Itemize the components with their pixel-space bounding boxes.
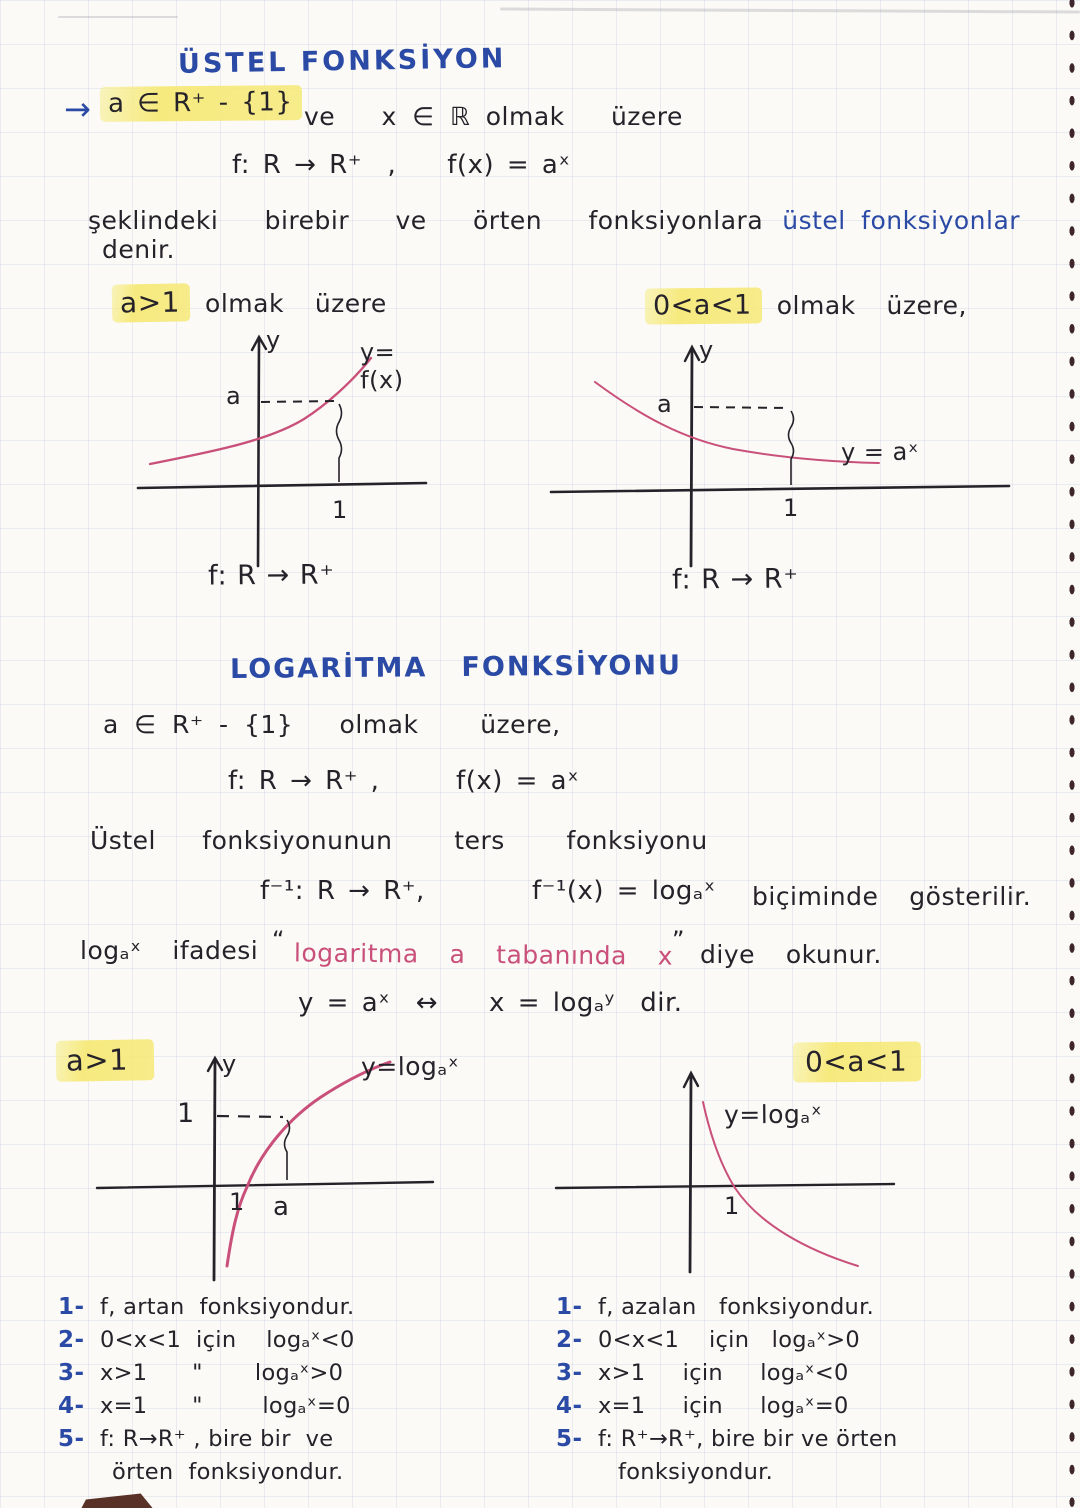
- exp-left-heading-rest: olmak üzere: [205, 289, 387, 318]
- exp-right-heading-highlight: 0<a<1: [645, 287, 762, 324]
- item-number: 1-: [58, 1294, 85, 1320]
- arrow-bullet: →: [64, 90, 92, 128]
- log-right-one-tick: 1: [724, 1192, 740, 1220]
- list-item-continuation: [58, 1459, 538, 1492]
- section-title-exponential: ÜSTEL FONKSİYON: [177, 43, 507, 80]
- corner-object: [80, 1491, 154, 1508]
- item-number: 4-: [58, 1393, 85, 1419]
- list-item: [556, 1360, 1066, 1393]
- item-number: 5-: [556, 1426, 583, 1452]
- log-equivalence: y = aˣ ↔ x = logₐʸ dir.: [298, 988, 683, 1018]
- log-graph-decreasing-canvas: [552, 1058, 902, 1280]
- exp-def-black: şeklindeki birebir ve örten fonksiyonlara: [88, 206, 764, 235]
- item-text: x=1 " logₐˣ=0: [100, 1393, 351, 1419]
- log-map-formula: f: R → R⁺ , f(x) = aˣ: [228, 766, 580, 796]
- item-number: 3-: [556, 1360, 583, 1386]
- list-item: [58, 1426, 538, 1459]
- log-graph-decreasing: [552, 1058, 902, 1280]
- item-text: 0<x<1 için logₐˣ<0: [100, 1327, 355, 1353]
- log-graph-increasing: [85, 1048, 475, 1286]
- log-left-curve-label: y=logₐˣ: [360, 1051, 460, 1082]
- section-title-logarithm: LOGARİTMA FONKSİYONU: [229, 650, 683, 685]
- log-inverse-intro: Üstel fonksiyonunun ters fonksiyonu: [90, 826, 708, 855]
- exp-map-formula: f: R → R⁺ , f(x) = aˣ: [232, 150, 571, 180]
- item-number: 1-: [556, 1294, 583, 1320]
- list-item-continuation: [556, 1459, 1066, 1492]
- exp-graph-increasing: [128, 326, 438, 574]
- exp-right-heading-rest: olmak üzere,: [776, 291, 967, 320]
- item-number: 4-: [556, 1393, 583, 1419]
- log-read-tail: diye okunur.: [700, 940, 882, 969]
- log-read-quote-close: ”: [672, 926, 685, 954]
- item-text: x=1 için logₐˣ=0: [598, 1393, 849, 1419]
- log-left-one-tick-y: 1: [177, 1098, 195, 1129]
- page-edge-line: [58, 16, 178, 18]
- exp-right-curve-label: y = aˣ: [840, 437, 920, 467]
- list-item: [556, 1393, 1066, 1426]
- exp-def-end: denir.: [102, 235, 175, 264]
- log-right-curve-label: y=logₐˣ: [723, 1099, 823, 1130]
- list-item: [58, 1360, 538, 1393]
- item-text: f: R⁺→R⁺, bire bir ve örten: [598, 1426, 898, 1452]
- exp-left-mapping: f: R → R⁺: [207, 559, 335, 592]
- exp-def-blue: üstel fonksiyonlar: [782, 206, 1021, 235]
- log-read-quote-open: “: [272, 926, 285, 954]
- item-number: 5-: [58, 1426, 85, 1452]
- item-number: 2-: [556, 1327, 583, 1353]
- list-item: [556, 1426, 1066, 1459]
- log-graph-increasing-canvas: [85, 1048, 475, 1286]
- exp-left-curve-label: y= f(x): [359, 338, 404, 395]
- item-text: örten fonksiyondur.: [112, 1459, 344, 1485]
- log-inverse-formula: f⁻¹(x) = logₐˣ: [532, 876, 716, 906]
- log-left-a-tick: a: [273, 1192, 290, 1222]
- log-condition: a ∈ R⁺ - {1} olmak üzere,: [103, 710, 561, 739]
- exp-right-heading: [645, 288, 967, 324]
- item-text: x>1 için logₐˣ<0: [598, 1360, 849, 1386]
- exp-definition-line: [88, 206, 1068, 264]
- notes-increasing-list: [58, 1294, 538, 1492]
- log-right-heading-highlight: 0<a<1: [793, 1041, 922, 1082]
- exp-condition-rest: ve x ∈ ℝ olmak üzere: [304, 102, 683, 131]
- item-text: f: R→R⁺ , bire bir ve: [100, 1426, 334, 1452]
- exp-left-x-tick: 1: [332, 496, 348, 524]
- exp-left-y-axis-label: y: [266, 326, 281, 354]
- item-number: 3-: [58, 1360, 85, 1386]
- item-text: 0<x<1 için logₐˣ>0: [598, 1327, 861, 1353]
- item-text: f, azalan fonksiyondur.: [598, 1294, 875, 1320]
- log-inverse-map: f⁻¹: R → R⁺,: [260, 876, 425, 906]
- exp-right-a-tick: a: [657, 390, 673, 418]
- notes-decreasing-list: [556, 1294, 1066, 1492]
- page-edge-line: [500, 7, 1080, 13]
- exp-graph-decreasing: [545, 334, 1015, 574]
- list-item: [556, 1294, 1066, 1327]
- item-number: 2-: [58, 1327, 85, 1353]
- log-left-heading-highlight: a>1: [56, 1039, 155, 1082]
- log-read-prefix: logₐˣ ifadesi: [80, 936, 259, 965]
- item-text: f, artan fonksiyondur.: [100, 1294, 355, 1320]
- exp-left-a-tick: a: [226, 382, 242, 410]
- exp-left-heading-highlight: a>1: [112, 283, 191, 322]
- log-read-quote: logaritma a tabanında x: [293, 938, 674, 971]
- log-left-one-tick-x: 1: [229, 1188, 245, 1216]
- exp-graph-decreasing-canvas: [545, 334, 1015, 574]
- exp-condition-highlight: a ∈ R⁺ - {1}: [100, 85, 303, 122]
- item-text: x>1 " logₐˣ>0: [100, 1360, 344, 1386]
- list-item: [58, 1393, 538, 1426]
- log-inverse-tail: biçiminde gösterilir.: [752, 882, 1032, 911]
- exp-right-mapping: f: R → R⁺: [671, 563, 799, 596]
- exp-right-y-axis-label: y: [699, 336, 714, 364]
- list-item: [556, 1327, 1066, 1360]
- list-item: [58, 1327, 538, 1360]
- item-text: fonksiyondur.: [618, 1459, 774, 1485]
- exp-left-heading: [112, 284, 387, 322]
- list-item: [58, 1294, 538, 1327]
- exp-right-x-tick: 1: [783, 494, 799, 522]
- log-left-y-axis-label: y: [222, 1050, 237, 1078]
